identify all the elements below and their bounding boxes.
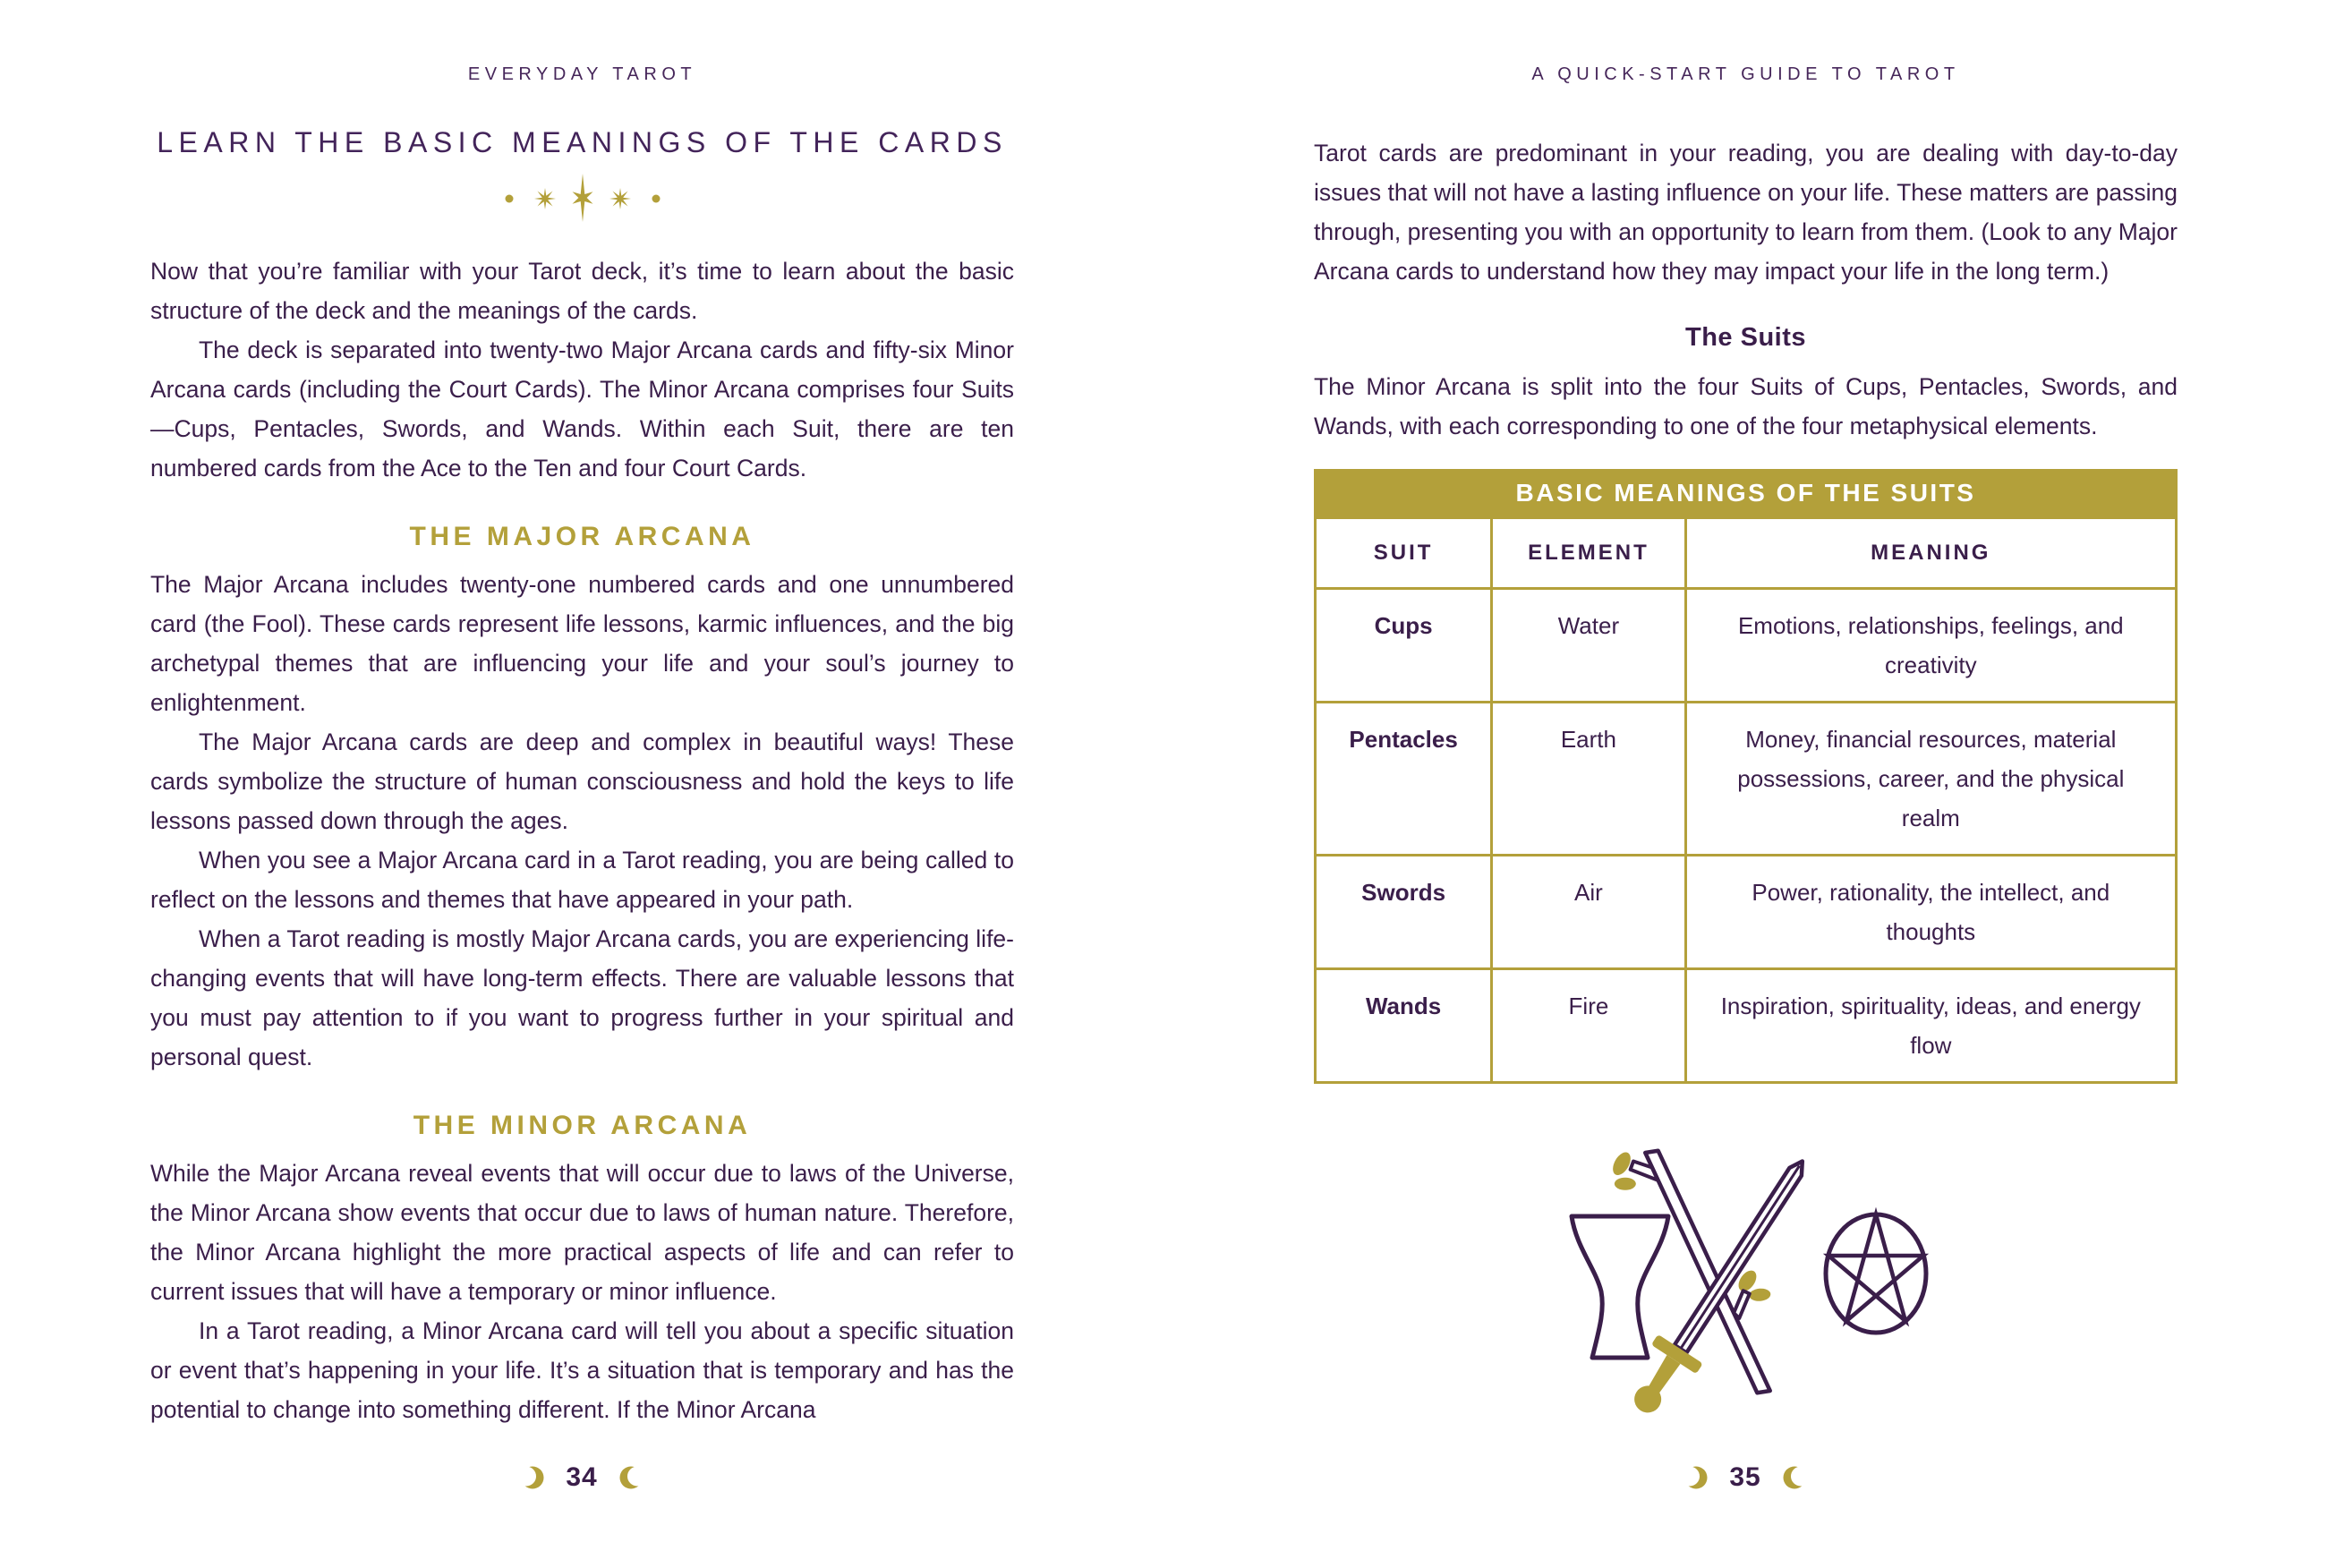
crescent-moon-icon	[519, 1463, 546, 1492]
cell-meaning: Power, rationality, the intellect, and thoughts	[1685, 856, 2176, 969]
table-row	[1316, 589, 2177, 703]
table-row	[1316, 969, 2177, 1083]
page-number: 35	[1729, 1462, 1761, 1492]
right-body-text	[1314, 133, 2178, 446]
star-ornament-icon	[150, 172, 1014, 228]
cell-suit: Cups	[1316, 589, 1492, 703]
table-title: BASIC MEANINGS OF THE SUITS	[1314, 469, 2178, 516]
page-number-right	[1164, 1462, 2327, 1493]
paragraph: The deck is separated into twenty-two Major Arcana cards and fifty-six Minor Arcana cards (including the Court Cards). The Minor Arcana comprises four Suits—Cups, Pentacles, Swords, and Wands. Within each Suit, there are ten numbered cards from the Ace to the Ten and four Court Cards.	[150, 337, 1014, 481]
suits-illustration	[1314, 1139, 2178, 1421]
running-head-right: A QUICK-START GUIDE TO TAROT	[1531, 64, 1960, 84]
chapter-title: LEARN THE BASIC MEANINGS OF THE CARDS	[157, 126, 1008, 158]
paragraph: Tarot cards are predominant in your reading, you are dealing with day-to-day issues that will not have a lasting influence on your life. These matters are passing through, presenting you with an opportunity to learn from them. (Look to any Major Arcana cards to understand how they may impact your life in the long term.)	[1314, 140, 2178, 285]
cell-element: Air	[1492, 856, 1685, 969]
cell-element: Water	[1492, 589, 1685, 703]
section-heading-minor-arcana: THE MINOR ARCANA	[413, 1111, 752, 1140]
table-header-row	[1316, 518, 2177, 589]
cell-element: Fire	[1492, 969, 1685, 1083]
cell-suit: Pentacles	[1316, 703, 1492, 856]
table-row	[1316, 856, 2177, 969]
crescent-moon-icon	[1781, 1463, 1808, 1492]
paragraph: In a Tarot reading, a Minor Arcana card will tell you about a specific situation or event that’s happening in your life. It’s a situation that is temporary and has the potential to change into something different. If the Minor Arcana	[150, 1317, 1014, 1423]
paragraph: The Minor Arcana is split into the four Suits of Cups, Pentacles, Swords, and Wands, with each corresponding to one of the four metaphysical elements.	[1314, 373, 2178, 439]
column-header-meaning: MEANING	[1685, 518, 2176, 589]
page-right	[1164, 0, 2327, 1568]
table-row	[1316, 703, 2177, 856]
sword-icon	[1617, 1146, 1824, 1417]
section-heading-major-arcana: THE MAJOR ARCANA	[409, 522, 755, 551]
running-head-left: EVERYDAY TAROT	[467, 64, 697, 84]
paragraph: When a Tarot reading is mostly Major Arcana cards, you are experiencing life-changing events that will have long-term effects. There are valuable lessons that you must pay attention to if you want to progress further in your spiritual and personal quest.	[150, 925, 1014, 1070]
cell-meaning: Emotions, relationships, feelings, and creativity	[1685, 589, 2176, 703]
left-body-text	[150, 251, 1014, 1429]
column-header-element: ELEMENT	[1492, 518, 1685, 589]
crescent-moon-icon	[1683, 1463, 1709, 1492]
paragraph: While the Major Arcana reveal events that will occur due to laws of the Universe, the Minor Arcana show events that occur due to laws of human nature. Therefore, the Minor Arcana highlight the more practical aspects of life and can refer to current issues that will have a temporary or minor influence.	[150, 1160, 1014, 1305]
paragraph: The Major Arcana cards are deep and complex in beautiful ways! These cards symbolize the structure of human consciousness and hold the keys to life lessons passed down through the ages.	[150, 729, 1014, 834]
cell-meaning: Inspiration, spirituality, ideas, and energy flow	[1685, 969, 2176, 1083]
pentacle-icon	[1826, 1214, 1926, 1333]
chalice-icon	[1572, 1216, 1668, 1358]
cell-suit: Wands	[1316, 969, 1492, 1083]
section-heading-the-suits: The Suits	[1684, 323, 1806, 352]
cell-suit: Swords	[1316, 856, 1492, 969]
cell-meaning: Money, financial resources, material possessions, career, and the physical realm	[1685, 703, 2176, 856]
column-header-suit: SUIT	[1316, 518, 1492, 589]
paragraph: The Major Arcana includes twenty-one numbered cards and one unnumbered card (the Fool). These cards represent life lessons, karmic influences, and the big archetypal themes that are influencing your life and your soul’s journey to enlightenment.	[150, 571, 1014, 716]
crescent-moon-icon	[618, 1463, 644, 1492]
suits-table	[1314, 469, 2178, 1084]
paragraph: When you see a Major Arcana card in a Tarot reading, you are being called to reflect on the lessons and themes that have appeared in your path.	[150, 847, 1014, 913]
paragraph: Now that you’re familiar with your Tarot deck, it’s time to learn about the basic structure of the deck and the meanings of the cards.	[150, 258, 1014, 324]
page-number-left	[0, 1462, 1164, 1493]
page-number: 34	[566, 1462, 598, 1492]
cell-element: Earth	[1492, 703, 1685, 856]
